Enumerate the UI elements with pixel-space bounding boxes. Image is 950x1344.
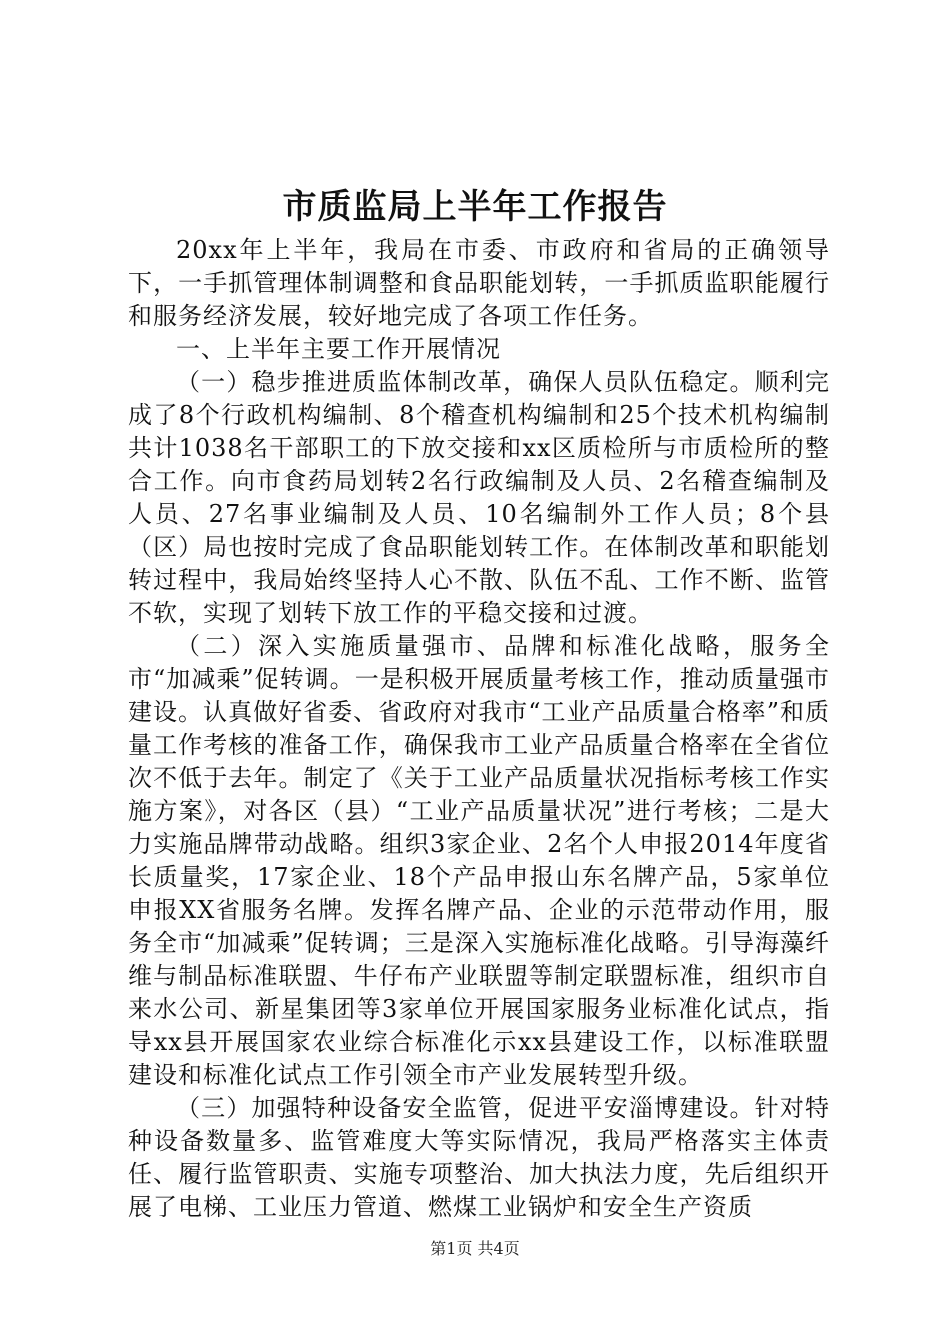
- page-footer: 第1页 共4页: [430, 1239, 520, 1258]
- section-heading: 一、上半年主要工作开展情况: [176, 335, 501, 363]
- paragraph-item-2: （二）深入实施质量强市、品牌和标准化战略，服务全市“加减乘”促转调。一是积极开展质量考核工作，推动质量强市建设。认真做好省委、省政府对我市“工业产品质量合格率”和质量工作考核的准备工作，确保我市工业产品质量合格率在全省位次不低于去年。制定了《关于工业产品质量状况指标考核工作实施方案》，对各区（县）“工业产品质量状况”进行考核；二是大力实施品牌带动战略。组织3家企业、2名个人申报2014年度省长质量奖，17家企业、18个产品申报山东名牌产品，5家单位申报XX省服务名牌。发挥名牌产品、企业的示范带动作用，服务全市“加减乘”促转调；三是深入实施标准化战略。引导海藻纤维与制品标准联盟、牛仔布产业联盟等制定联盟标准，组织市自来水公司、新星集团等3家单位开展国家服务业标准化试点，指导xx县开展国家农业综合标准化示xx县建设工作，以标准联盟建设和标准化试点工作引领全市产业发展转型升级。: [128, 632, 830, 1089]
- paragraph-intro: 20xx年上半年，我局在市委、市政府和省局的正确领导下，一手抓管理体制调整和食品职能划转，一手抓质监职能履行和服务经济发展，较好地完成了各项工作任务。: [128, 236, 830, 330]
- paragraph-item-3: （三）加强特种设备安全监管，促进平安淄博建设。针对特种设备数量多、监管难度大等实际情况，我局严格落实主体责任、履行监管职责、实施专项整治、加大执法力度，先后组织开展了电梯、工业压力管道、燃煤工业锅炉和安全生产资质: [128, 1094, 830, 1221]
- document-title: 市质监局上半年工作报告: [282, 187, 668, 227]
- document-body: [128, 234, 830, 1224]
- paragraph-item-1: （一）稳步推进质监体制改革，确保人员队伍稳定。顺利完成了8个行政机构编制、8个稽查机构编制和25个技术机构编制共计1038名干部职工的下放交接和xx区质检所与市质检所的整合工作。向市食药局划转2名行政编制及人员、2名稽查编制及人员、27名事业编制及人员、10名编制外工作人员；8个县（区）局也按时完成了食品职能划转工作。在体制改革和职能划转过程中，我局始终坚持人心不散、队伍不乱、工作不断、监管不软，实现了划转下放工作的平稳交接和过渡。: [128, 368, 830, 627]
